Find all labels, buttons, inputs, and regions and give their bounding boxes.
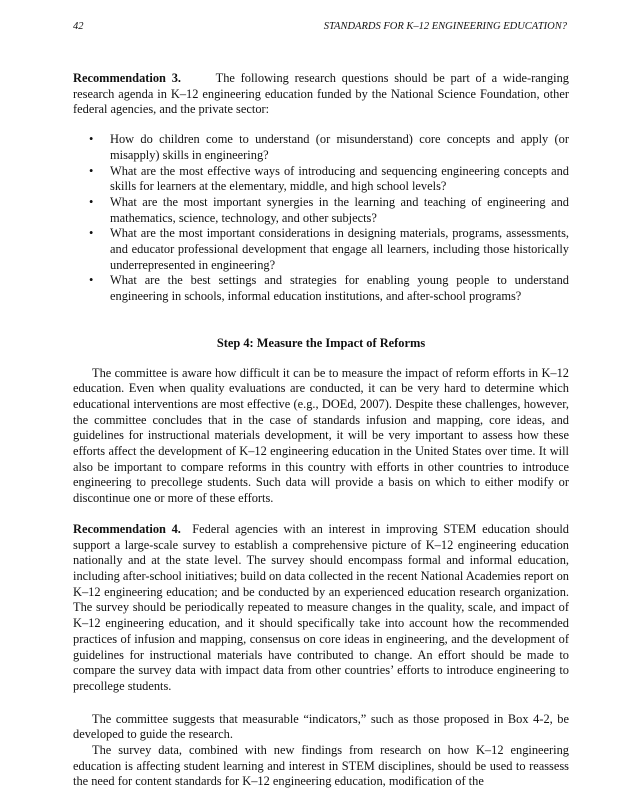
bullet-icon: • [89,273,94,288]
step-4-paragraph: The committee is aware how difficult it can be to measure the impact of reform efforts in K–12 education. Even when quality evaluations are conducted, it can be very hard to determine which educational interventions are most effective (e.g., DOEd, 2007). Despite these challenges, however, the committee concludes that in the case of standards infusion and mapping, core ideas, and guidelines for instructional materials development, it will be very important to assess how these efforts affect the development of K–12 engineering education in the United States over time. It will also be important to compare reforms in this country with efforts in other countries to introduce engineering to precollege students. Such data will provide a basis on which to either modify or discontinue one or more of these efforts. [73,365,569,506]
research-questions-list [73,132,569,305]
recommendation-4-label: Recommendation 4. [73,521,181,536]
recommendation-3-label: Recommendation 3. [73,71,181,85]
section-heading: Step 4: Measure the Impact of Reforms [216,335,426,350]
closing-paragraph-1: The committee suggests that measurable “indicators,” such as those proposed in Box 4-2, be developed to guide the research. [73,711,569,742]
bullet-icon: • [89,163,94,178]
recommendation-3 [73,71,569,118]
recommendation-4 [73,522,569,695]
running-header [73,21,567,33]
running-title: STANDARDS FOR K–12 ENGINEERING EDUCATION? [323,21,567,32]
list-item: • What are the most important considerations in designing materials, programs, assessments, and educator professional development that engage all learners, including those historically underrepresented in engineering? [89,226,569,272]
list-item: • How do children come to understand (or misunderstand) core concepts and apply (or misapply) skills in engineering? [89,132,569,162]
spacer [73,507,569,522]
recommendation-4-text: Federal agencies with an interest in improving STEM education should support a large-scale survey to establish a comprehensive picture of K–12 engineering education nationally and at the state level. The survey should encompass formal and informal education, including after-school initiatives; build on data collected in the recent National Academies report on K–12 engineering education; and be conducted by an experienced education research organization. The survey should be periodically repeated to measure changes in the quality, scale, and impact of K–12 engineering education, and it should specifically take into account how the recommended practices of infusion and mapping, consensus on core ideas in engineering, and the development of guidelines for instructional materials have contributed to change. An effort should be made to compare the survey data with impact data from other countries’ efforts to introduce engineering to precollege students. [73,521,569,693]
spacer [73,695,569,712]
bullet-icon: • [89,226,94,241]
list-item: • What are the most effective ways of introducing and sequencing engineering concepts and skills for learners at the elementary, middle, and high school levels? [89,163,569,194]
page-body [73,71,569,790]
list-item: • What are the most important synergies in the learning and teaching of engineering and mathematics, science, technology, and other subjects? [89,194,569,225]
bullet-icon: • [89,132,94,147]
recommendation-3-text: The following research questions should be part of a wide-ranging research agenda in K–12 engineering education funded by the National Science Foundation, other federal agencies, and the private sector: [73,71,569,117]
list-item: • What are the best settings and strategies for enabling young people to understand engineering in schools, informal education institutions, and after-school programs? [89,273,569,304]
closing-paragraph-2: The survey data, combined with new findings from research on how K–12 engineering education is affecting student learning and interest in STEM disciplines, should be used to reassess the need for content standards for K–12 engineering education, modification of the [73,743,569,789]
bullet-icon: • [89,194,94,209]
page-number: 42 [73,21,84,32]
